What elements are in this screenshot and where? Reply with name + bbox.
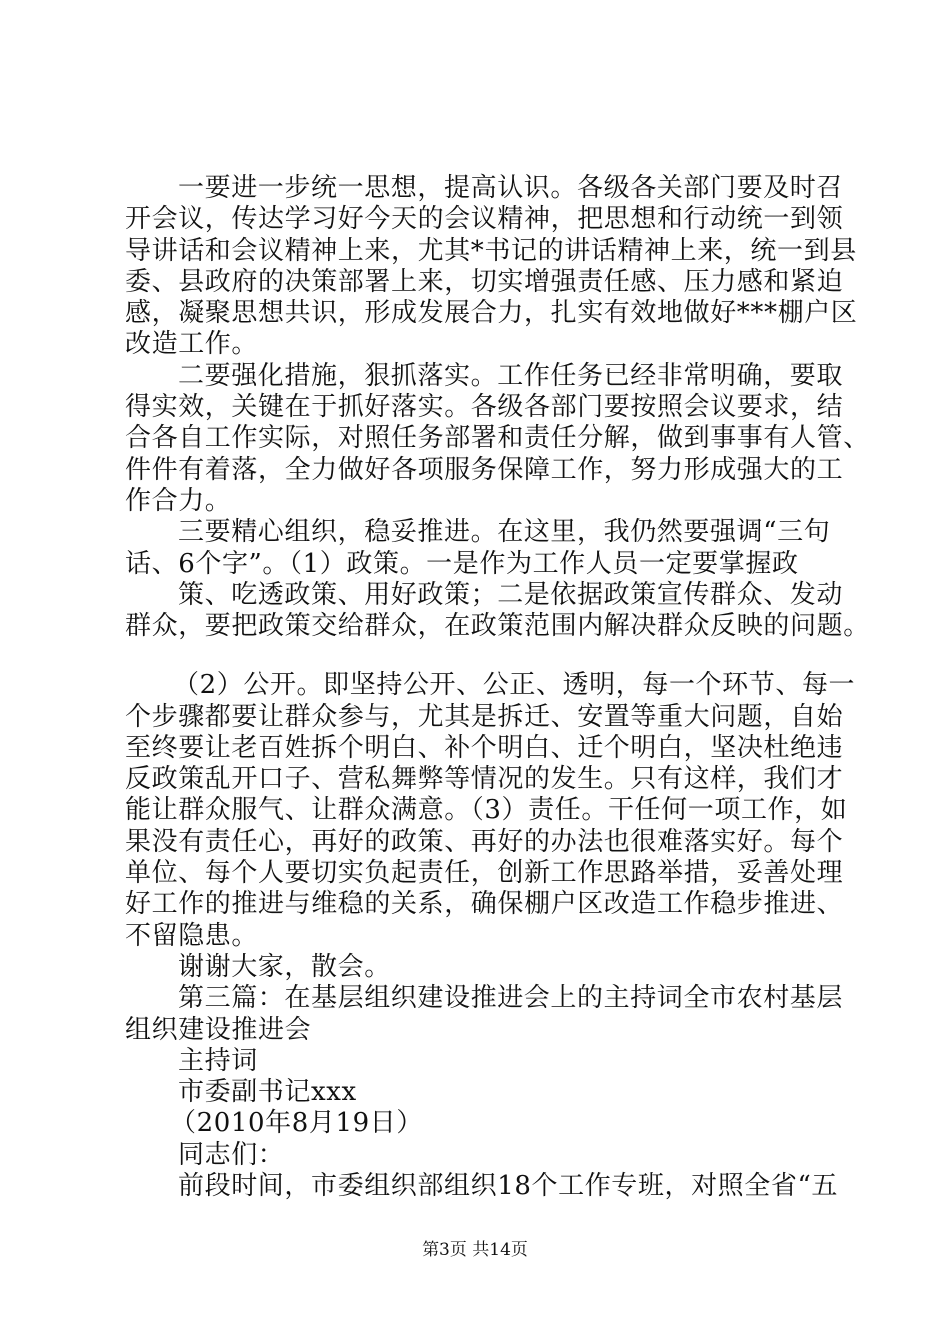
body-line-4: 委、县政府的决策部署上来，切实增强责任感、压力感和紧迫 bbox=[125, 267, 844, 297]
body-line-23: 好工作的推进与维稳的关系，确保棚户区改造工作稳步推进、 bbox=[125, 889, 844, 919]
date-line: （2010年8月19日） bbox=[170, 1108, 423, 1138]
body-line-1: 一要进一步统一思想，提高认识。各级各关部门要及时召 bbox=[178, 173, 844, 203]
body-line-12: 三要精心组织，稳妥推进。在这里，我仍然要强调“三句 bbox=[178, 517, 831, 547]
body-line-16: （2）公开。即坚持公开、公正、透明，每一个环节、每一 bbox=[173, 670, 856, 700]
body-line-3: 导讲话和会议精神上来，尤其*书记的讲话精神上来，统一到县 bbox=[125, 236, 857, 266]
body-line-25: 谢谢大家，散会。 bbox=[178, 952, 391, 982]
section-heading-line-2: 组织建设推进会 bbox=[125, 1015, 312, 1045]
body-line-19: 反政策乱开口子、营私舞弊等情况的发生。只有这样，我们才 bbox=[125, 764, 844, 794]
speaker-line: 市委副书记xxx bbox=[178, 1077, 357, 1107]
body-line-last: 前段时间，市委组织部组织18个工作专班，对照全省“五 bbox=[178, 1171, 838, 1201]
body-line-24: 不留隐患。 bbox=[125, 921, 259, 951]
body-line-5: 感，凝聚思想共识，形成发展合力，扎实有效地做好***棚户区 bbox=[125, 298, 858, 328]
body-line-8: 得实效，关键在于抓好落实。各级各部门要按照会议要求，结 bbox=[125, 392, 844, 422]
body-line-15: 群众，要把政策交给群众，在政策范围内解决群众反映的问题。 bbox=[125, 611, 870, 641]
body-line-10: 件件有着落，全力做好各项服务保障工作，努力形成强大的工 bbox=[125, 455, 844, 485]
body-line-18: 至终要让老百姓拆个明白、补个明白、迁个明白，坚决杜绝违 bbox=[125, 733, 844, 763]
body-line-11: 作合力。 bbox=[125, 486, 232, 516]
body-line-14: 策、吃透政策、用好政策；二是依据政策宣传群众、发动 bbox=[178, 580, 844, 610]
body-line-13: 话、6个字”。（1）政策。一是作为工作人员一定要掌握政 bbox=[125, 549, 799, 579]
body-line-17: 个步骤都要让群众参与，尤其是拆迁、安置等重大问题，自始 bbox=[125, 702, 844, 732]
body-line-9: 合各自工作实际，对照任务部署和责任分解，做到事事有人管、 bbox=[125, 423, 870, 453]
body-line-7: 二要强化措施，狠抓落实。工作任务已经非常明确，要取 bbox=[178, 361, 844, 391]
section-heading-line-1: 第三篇：在基层组织建设推进会上的主持词全市农村基层 bbox=[178, 983, 844, 1013]
salutation-line: 同志们： bbox=[178, 1140, 285, 1170]
body-line-22: 单位、每个人要切实负起责任，创新工作思路举措，妥善处理 bbox=[125, 858, 844, 888]
body-line-2: 开会议，传达学习好今天的会议精神，把思想和行动统一到领 bbox=[125, 204, 844, 234]
body-line-21: 果没有责任心，再好的政策、再好的办法也很难落实好。每个 bbox=[125, 827, 844, 857]
body-line-6: 改造工作。 bbox=[125, 329, 259, 359]
page-number-footer: 第3页 共14页 bbox=[422, 1240, 528, 1260]
body-line-20: 能让群众服气、让群众满意。（3）责任。干任何一项工作，如 bbox=[125, 795, 848, 825]
host-script-label: 主持词 bbox=[178, 1046, 258, 1076]
